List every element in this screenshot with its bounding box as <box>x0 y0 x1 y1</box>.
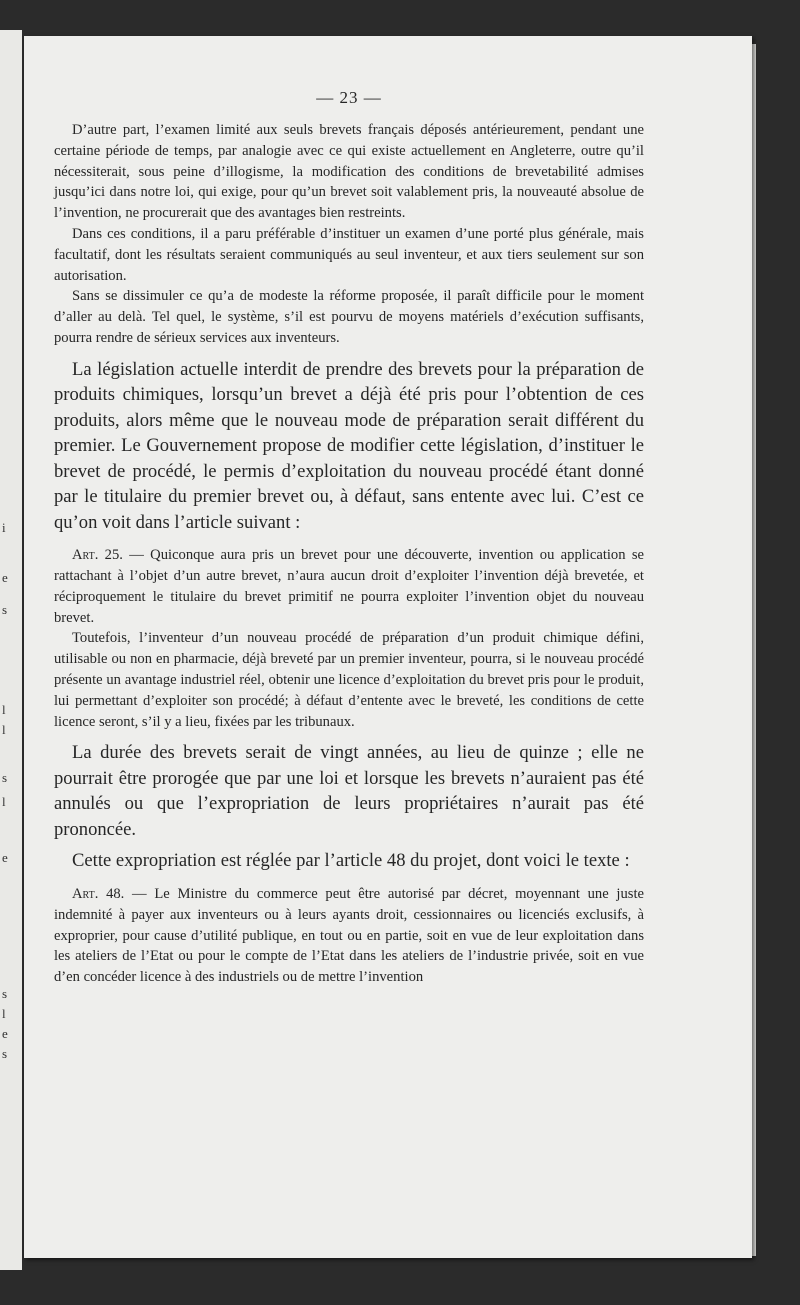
margin-fragment: s <box>2 602 8 617</box>
article-48 <box>54 884 644 988</box>
margin-fragment: e <box>2 850 8 865</box>
paragraph-conditions: Dans ces conditions, il a paru préférable d’instituer un examen d’une porté plus générale, mais facultatif, dont les résultats seraient communiqués au seul inventeur, et aux tiers seulement sur son autorisation. <box>54 225 644 284</box>
paragraph-legislation: La législation actuelle interdit de prendre des brevets pour la préparation de produits chimiques, lorsqu’un brevet a déjà été pris pour l’obtention de ces produits, alors même que le nouveau mode de préparation serait différent du premier. Le Gouvernement propose de modifier cette législation, d’instituer le brevet de procédé, le permis d’exploitation du nouveau procédé étant donné par le titulaire du premier brevet ou, à défaut, sans entente avec lui. C’est ce qu’on voit dans l’article suivant : <box>54 358 644 533</box>
article-text: — Le Ministre du commerce peut être autorisé par décret, moyennant une juste indemnité à payer aux inventeurs ou à leurs ayants droit, cessionnaires ou licenciés exclusifs, à exproprier, pour cause d’utilité publique, en tout ou en partie, soit en vue de leur exploitation dans les ateliers de l’Etat ou pour le compte de l’Etat dans les ateliers de l’industrie privée, soit en vue d’en concéder licence à des industriels ou de mettre l’invention <box>54 885 644 986</box>
page-content <box>54 88 644 988</box>
page-number: — 23 — <box>316 88 382 107</box>
paragraph-expropriation: Cette expropriation est réglée par l’article 48 du projet, dont voici le texte : <box>72 850 630 872</box>
margin-fragment: l <box>2 1006 6 1021</box>
article-text: — Quiconque aura pris un brevet pour une découverte, invention ou application se rattachant à l’objet d’un autre brevet, n’aura aucun droit d’exploiter l’invention déjà brevetée, et réciproquement le titulaire du brevet primitif ne pourra exploiter l’invention objet du nouveau brevet. <box>54 547 644 626</box>
margin-fragment: l <box>2 722 6 737</box>
paragraph-duree: La durée des brevets serait de vingt années, au lieu de quinze ; elle ne pourrait être prorogée que par une loi et lorsque les brevets n’auraient pas été annulés ou que l’expropriation de leurs propriétaires n’aurait pas été prononcée. <box>54 742 644 840</box>
paragraph-toutefois: Toutefois, l’inventeur d’un nouveau procédé de préparation d’un produit chimique défini, utilisable ou non en pharmacie, déjà breveté par un premier inventeur, pourra, si le nouveau procédé présente un avantage industriel réel, obtenir une licence d’exploitation du brevet pris pour le produit, lui permettant d’exploiter son procédé; à défaut d’entente avec le breveté, les conditions de cette licence seront, s’il y a lieu, fixées par les tribunaux. <box>54 630 644 730</box>
article-label: Art. 25. <box>72 547 123 564</box>
margin-fragment: i <box>2 520 6 535</box>
margin-fragment: e <box>2 570 8 585</box>
margin-fragment: s <box>2 770 8 785</box>
paragraph-examen: D’autre part, l’examen limité aux seuls brevets français déposés antérieurement, pendant une certaine période de temps, par analogie avec ce qui existe actuellement en Angleterre, outre qu’il nécessiterait, sous peine d’illogisme, la modification des conditions de brevetabilité admises jusqu’ici dans notre loi, qui exige, pour qu’un brevet soit valablement pris, la nouveauté absolue de l’invention, ne procurerait que des avantages bien restreints. <box>54 122 644 222</box>
margin-fragment: l <box>2 794 6 809</box>
adjacent-page-edge <box>0 30 22 1270</box>
margin-fragment: e <box>2 1026 8 1041</box>
paragraph-reforme: Sans se dissimuler ce qu’a de modeste la réforme proposée, il paraît difficile pour le moment d’aller au delà. Tel quel, le système, s’il est pourvu de moyens matériels d’exécution suffisants, pourra rendre de sérieux services aux inventeurs. <box>54 288 644 346</box>
article-25 <box>54 545 644 628</box>
margin-fragment: s <box>2 1046 8 1061</box>
article-label: Art. 48. <box>72 885 125 902</box>
margin-fragment: l <box>2 702 6 717</box>
margin-fragment: s <box>2 986 8 1001</box>
